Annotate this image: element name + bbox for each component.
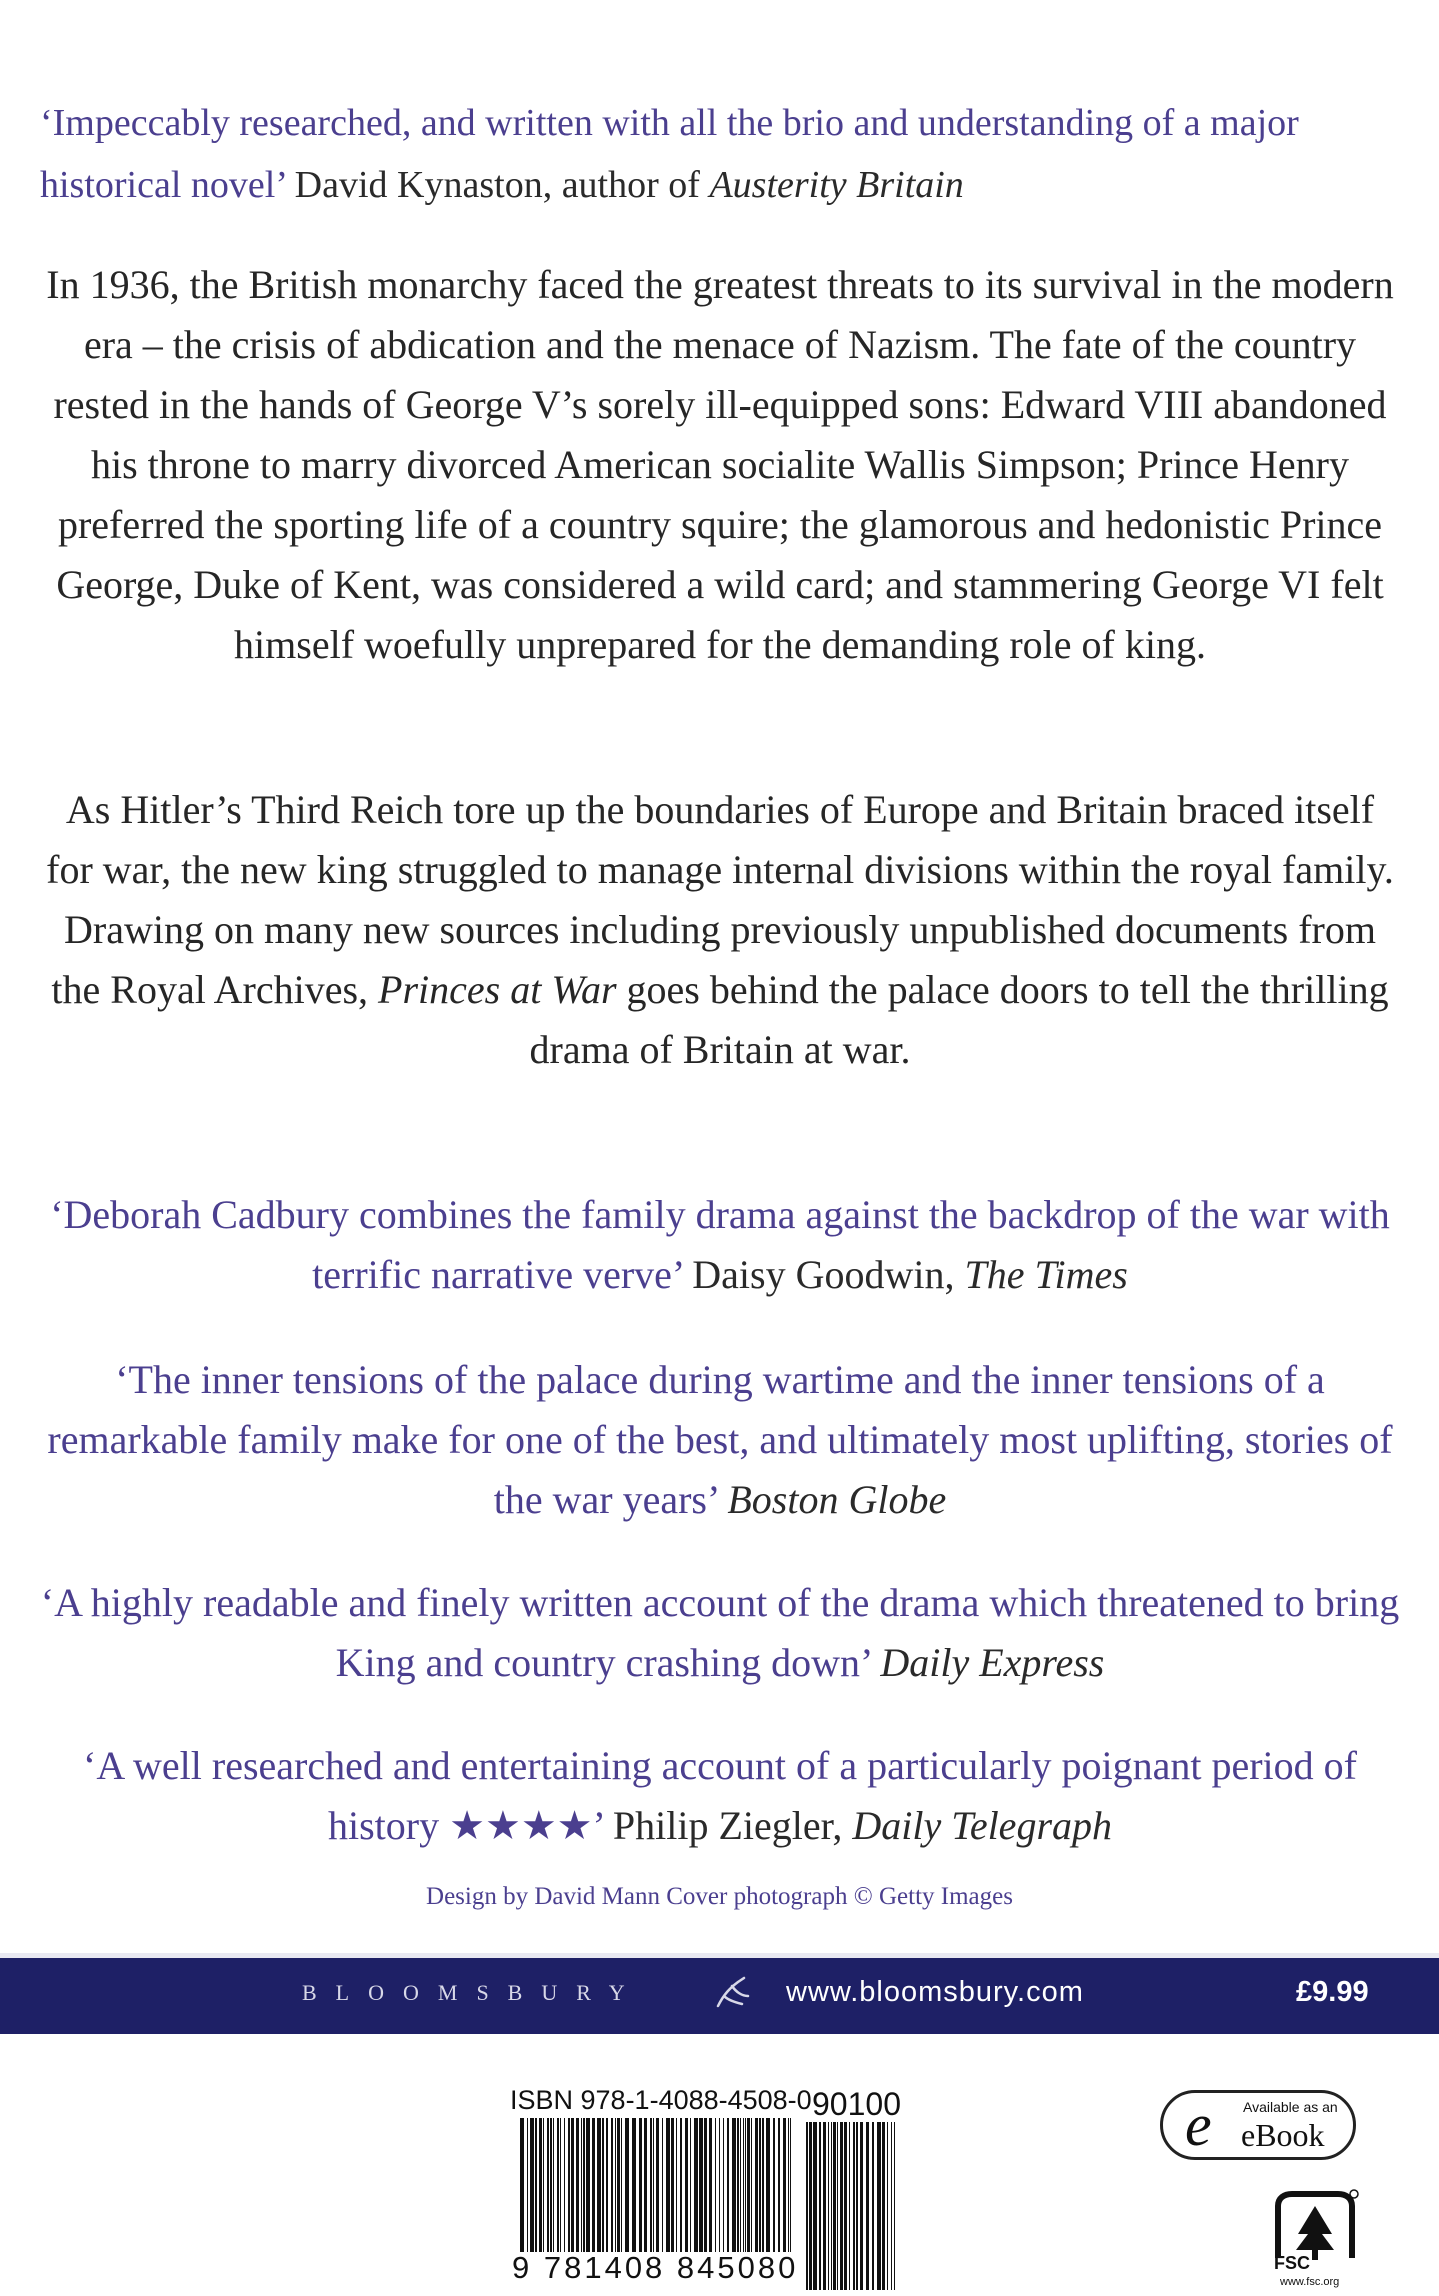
review-text: ‘Deborah Cadbury combines the family drama against the backdrop of the war with terrific narrative verve’: [50, 1192, 1390, 1297]
ebook-letter-icon: e: [1185, 2092, 1212, 2158]
review-text: ‘The inner tensions of the palace during wartime and the inner tensions of a remarkable family make for one of the best, and ultimately most uplifting, stories of the war years’: [47, 1357, 1393, 1522]
price-label: £9.99: [1296, 1976, 1369, 2008]
fsc-url: www.fsc.org: [1280, 2276, 1340, 2288]
barcode-icon: [520, 2118, 796, 2252]
review-attribution: [717, 1477, 727, 1522]
blurb-paragraph-2-end: goes behind the palace doors to tell the thrilling drama of Britain at war.: [529, 967, 1389, 1072]
barcode-addon-number: 90100: [812, 2086, 901, 2122]
review-quote: [40, 1350, 1400, 1530]
barcode-addon-icon: [806, 2122, 900, 2290]
top-review-quote: [40, 92, 1400, 216]
review-quote: [40, 1736, 1400, 1856]
review-quote: [40, 1185, 1400, 1305]
review-source: Daily Express: [880, 1640, 1105, 1685]
publisher-url: www.bloomsbury.com: [786, 1976, 1084, 2008]
review-attribution: Daisy Goodwin,: [682, 1252, 965, 1297]
ebook-badge: [1160, 2090, 1356, 2160]
blurb-paragraph-2: [40, 780, 1400, 1080]
review-source: Daily Telegraph: [852, 1803, 1113, 1848]
ean-digits: 9 781408 845080: [512, 2250, 799, 2285]
bloomsbury-dog-icon: [712, 1972, 754, 2014]
blurb-book-title: Princes at War: [378, 967, 617, 1012]
top-quote-book-title: Austerity Britain: [709, 164, 964, 206]
cover-credits: Design by David Mann Cover photograph © Getty Images: [426, 1883, 1013, 1910]
blurb-paragraph-2-start: As Hitler’s Third Reich tore up the boundaries of Europe and Britain braced itself for war, the new king struggled to manage internal divisions within the royal family. Drawing on many new sources including previously unpublished documents from the Royal Archives,: [46, 787, 1394, 1012]
publisher-name: BLOOMSBURY: [302, 1980, 644, 2005]
review-text: ‘A highly readable and finely written account of the drama which threatened to bring King and country crashing down’: [40, 1580, 1400, 1685]
review-source: Boston Globe: [727, 1477, 947, 1522]
review-text: ‘A well researched and entertaining account of a particularly poignant period of history ★★★★’: [83, 1743, 1357, 1848]
review-quote: [40, 1573, 1400, 1693]
top-quote-attribution: David Kynaston, author of: [285, 164, 710, 206]
top-quote-text: ‘Impeccably researched, and written with all the brio and understanding of a major historical novel’: [40, 102, 1299, 206]
review-source: The Times: [964, 1252, 1128, 1297]
review-attribution: [870, 1640, 880, 1685]
isbn-number: ISBN 978-1-4088-4508-0: [510, 2085, 812, 2115]
ebook-label: eBook: [1241, 2117, 1325, 2153]
fsc-label: FSC: [1274, 2253, 1310, 2273]
review-attribution: Philip Ziegler,: [602, 1803, 853, 1848]
blurb-paragraph-1: In 1936, the British monarchy faced the greatest threats to its survival in the modern era – the crisis of abdication and the menace of Nazism. The fate of the country rested in the hands of George V’s sorely ill-equipped sons: Edward VIII abandoned his throne to marry divorced American socialite Wallis Simpson; Prince Henry preferred the sporting life of a country squire; the glamorous and hedonistic Prince George, Duke of Kent, was considered a wild card; and stammering George VI felt himself woefully unprepared for the demanding role of king.: [46, 262, 1394, 667]
ebook-available-text: Available as an: [1243, 2099, 1338, 2115]
publisher-band: [0, 1953, 1439, 2034]
